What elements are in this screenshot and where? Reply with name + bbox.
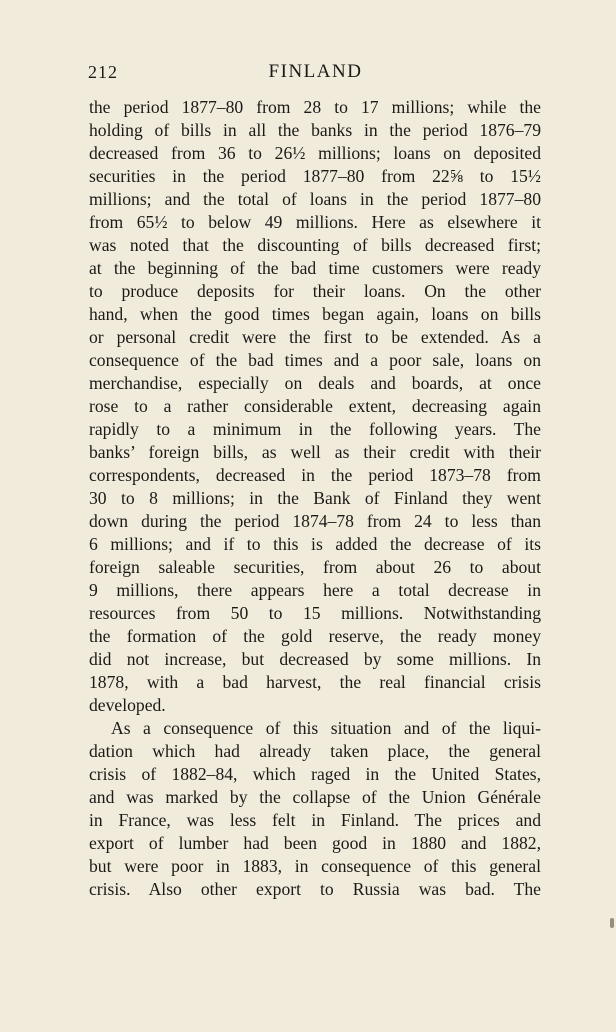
text-line: or personal credit were the first to be extended. As a <box>89 327 541 347</box>
text-line: crisis. Also other export to Russia was bad. The <box>89 879 541 899</box>
text-line: down during the period 1874–78 from 24 to less than <box>89 511 541 531</box>
text-line: correspondents, decreased in the period 1873–78 from <box>89 465 541 485</box>
text-line: securities in the period 1877–80 from 22⅝ to 15½ <box>89 166 541 186</box>
text-line: crisis of 1882–84, which raged in the United States, <box>89 764 541 784</box>
text-line: banks’ foreign bills, as well as their credit with their <box>89 442 541 462</box>
page-number: 212 <box>88 62 118 82</box>
text-line: in France, was less felt in Finland. The prices and <box>89 810 541 830</box>
text-line: millions; and the total of loans in the period 1877–80 <box>89 189 541 209</box>
text-line: merchandise, especially on deals and boards, at once <box>89 373 541 393</box>
text-line: holding of bills in all the banks in the period 1876–79 <box>89 120 541 140</box>
text-line: 1878, with a bad harvest, the real financial crisis <box>89 672 541 692</box>
text-line: and was marked by the collapse of the Union Générale <box>89 787 541 807</box>
text-line: rose to a rather considerable extent, decreasing again <box>89 396 541 416</box>
text-line: the formation of the gold reserve, the ready money <box>89 626 541 646</box>
text-line: export of lumber had been good in 1880 and 1882, <box>89 833 541 853</box>
text-line: the period 1877–80 from 28 to 17 millions; while the <box>89 97 541 117</box>
text-line: but were poor in 1883, in consequence of this general <box>89 856 541 876</box>
text-line: decreased from 36 to 26½ millions; loans on deposited <box>89 143 541 163</box>
text-line: hand, when the good times began again, loans on bills <box>89 304 541 324</box>
text-line: 30 to 8 millions; in the Bank of Finland they went <box>89 488 541 508</box>
text-line: to produce deposits for their loans. On the other <box>89 281 541 301</box>
page-header <box>88 58 543 88</box>
text-line: dation which had already taken place, the general <box>89 741 541 761</box>
text-line: was noted that the discounting of bills decreased first; <box>89 235 541 255</box>
text-line: As a consequence of this situation and of the liqui- <box>111 718 541 738</box>
text-line: consequence of the bad times and a poor sale, loans on <box>89 350 541 370</box>
text-line: 6 millions; and if to this is added the decrease of its <box>89 534 541 554</box>
text-line: resources from 50 to 15 millions. Notwithstanding <box>89 603 541 623</box>
body-text <box>89 96 541 901</box>
text-line: at the beginning of the bad time customers were ready <box>89 258 541 278</box>
text-line: 9 millions, there appears here a total decrease in <box>89 580 541 600</box>
text-line: developed. <box>89 695 166 715</box>
text-line: did not increase, but decreased by some millions. In <box>89 649 541 669</box>
text-line: rapidly to a minimum in the following years. The <box>89 419 541 439</box>
page-edge-mark <box>610 918 614 928</box>
text-line: foreign saleable securities, from about 26 to about <box>89 557 541 577</box>
running-head: FINLAND <box>268 61 363 82</box>
text-line: from 65½ to below 49 millions. Here as elsewhere it <box>89 212 541 232</box>
